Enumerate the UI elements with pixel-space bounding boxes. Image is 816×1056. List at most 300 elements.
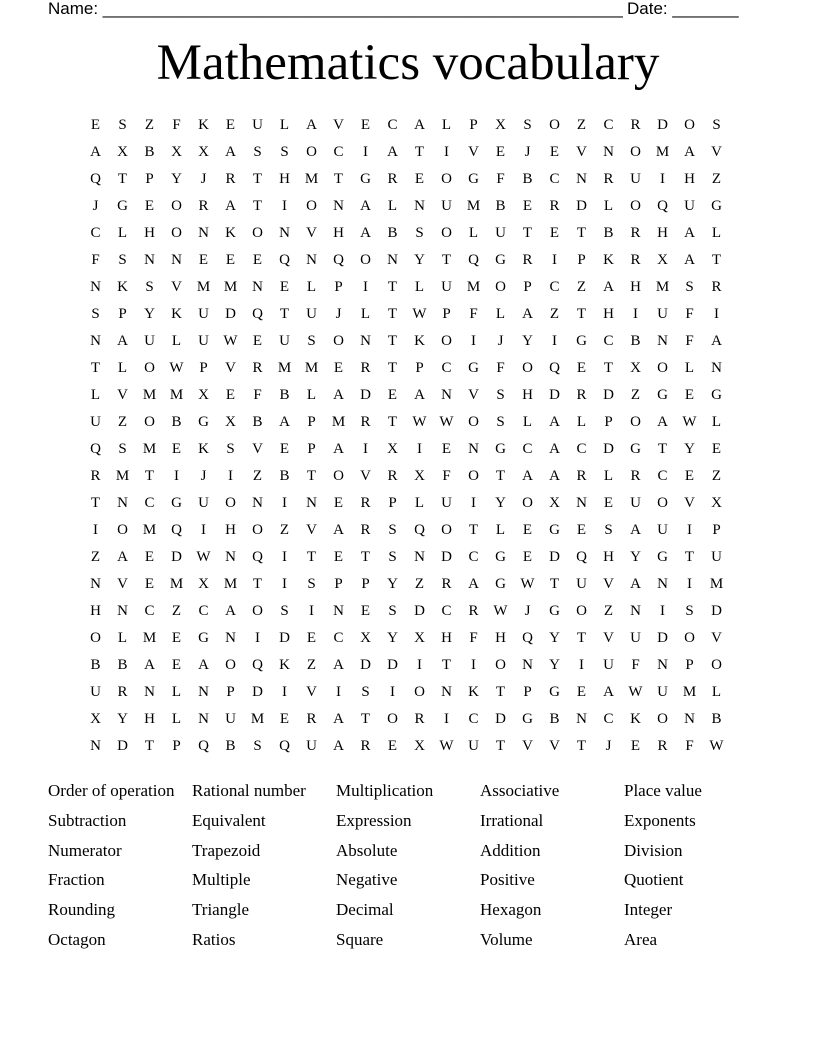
grid-cell[interactable]: C [468,549,479,565]
grid-cell[interactable]: U [468,738,479,754]
grid-cell[interactable]: P [442,306,451,322]
grid-cell[interactable]: I [228,468,233,484]
grid-cell[interactable]: I [687,576,692,592]
grid-cell[interactable]: S [307,576,316,592]
grid-cell[interactable]: T [360,711,371,727]
grid-cell[interactable]: A [549,441,560,457]
grid-cell[interactable]: P [469,117,478,133]
grid-cell[interactable]: D [279,630,290,646]
grid-cell[interactable]: K [630,711,641,727]
grid-cell[interactable]: T [387,414,398,430]
grid-cell[interactable]: R [198,198,209,214]
grid-cell[interactable]: C [90,225,101,241]
grid-cell[interactable]: O [576,603,587,619]
grid-cell[interactable]: N [711,360,722,376]
grid-cell[interactable]: K [198,117,209,133]
grid-cell[interactable]: N [198,225,209,241]
grid-cell[interactable]: G [576,333,587,349]
grid-cell[interactable]: N [90,279,101,295]
grid-cell[interactable]: D [603,441,614,457]
grid-cell[interactable]: M [466,279,481,295]
grid-cell[interactable]: T [90,495,101,511]
grid-cell[interactable]: Q [549,360,560,376]
grid-cell[interactable]: V [603,576,614,592]
grid-cell[interactable]: V [549,738,560,754]
grid-cell[interactable]: U [441,198,452,214]
grid-cell[interactable]: O [711,657,722,673]
grid-cell[interactable]: O [657,711,668,727]
grid-cell[interactable]: E [225,117,236,133]
grid-cell[interactable]: I [282,576,287,592]
grid-cell[interactable]: O [630,144,641,160]
grid-cell[interactable]: O [441,333,452,349]
grid-cell[interactable]: Y [117,711,128,727]
grid-cell[interactable]: T [549,576,560,592]
grid-cell[interactable]: U [657,684,668,700]
grid-cell[interactable]: O [495,279,506,295]
grid-cell[interactable]: D [549,387,560,403]
grid-cell[interactable]: G [711,387,722,403]
grid-cell[interactable]: F [469,630,478,646]
grid-cell[interactable]: E [279,441,290,457]
grid-cell[interactable]: M [250,711,265,727]
grid-cell[interactable]: R [576,387,587,403]
grid-cell[interactable]: B [603,225,614,241]
grid-cell[interactable]: G [198,414,209,430]
grid-cell[interactable]: O [252,522,263,538]
grid-cell[interactable]: I [444,144,449,160]
grid-cell[interactable]: A [603,684,614,700]
grid-cell[interactable]: T [333,171,344,187]
grid-cell[interactable]: T [576,306,587,322]
grid-cell[interactable]: V [711,144,722,160]
grid-cell[interactable]: C [468,711,479,727]
grid-cell[interactable]: R [630,252,641,268]
grid-cell[interactable]: F [442,468,451,484]
grid-cell[interactable]: A [684,225,695,241]
grid-cell[interactable]: I [390,684,395,700]
grid-cell[interactable]: L [117,225,128,241]
grid-cell[interactable]: P [523,684,532,700]
grid-cell[interactable]: K [414,333,425,349]
grid-cell[interactable]: O [522,360,533,376]
grid-cell[interactable]: L [414,495,425,511]
grid-cell[interactable]: N [684,711,695,727]
grid-cell[interactable]: B [279,387,290,403]
grid-cell[interactable]: L [387,198,398,214]
grid-cell[interactable]: G [117,198,128,214]
grid-cell[interactable]: Y [549,657,560,673]
grid-cell[interactable]: P [118,306,127,322]
grid-cell[interactable]: O [495,657,506,673]
grid-cell[interactable]: P [685,657,694,673]
grid-cell[interactable]: D [252,684,263,700]
grid-cell[interactable]: A [522,306,533,322]
grid-cell[interactable]: K [279,657,290,673]
grid-cell[interactable]: A [333,738,344,754]
grid-cell[interactable]: X [117,144,128,160]
grid-cell[interactable]: Q [468,252,479,268]
grid-cell[interactable]: O [252,603,263,619]
grid-cell[interactable]: C [198,603,209,619]
grid-cell[interactable]: T [252,576,263,592]
grid-cell[interactable]: R [252,360,263,376]
grid-cell[interactable]: P [712,522,721,538]
grid-cell[interactable]: H [144,711,155,727]
grid-cell[interactable]: U [90,414,101,430]
grid-cell[interactable]: R [117,684,128,700]
grid-cell[interactable]: X [657,252,668,268]
grid-cell[interactable]: S [253,738,262,754]
grid-cell[interactable]: A [387,144,398,160]
grid-cell[interactable]: B [522,171,533,187]
grid-cell[interactable]: O [333,468,344,484]
grid-cell[interactable]: S [388,522,397,538]
grid-cell[interactable]: D [441,549,452,565]
grid-cell[interactable]: L [468,225,479,241]
grid-cell[interactable]: Z [576,117,587,133]
grid-cell[interactable]: W [682,414,697,430]
grid-cell[interactable]: G [549,684,560,700]
grid-cell[interactable]: S [604,522,613,538]
grid-cell[interactable]: U [495,225,506,241]
grid-cell[interactable]: A [684,144,695,160]
grid-cell[interactable]: Y [495,495,506,511]
grid-cell[interactable]: P [388,495,397,511]
grid-cell[interactable]: I [417,441,422,457]
grid-cell[interactable]: O [171,225,182,241]
grid-cell[interactable]: O [306,198,317,214]
grid-cell[interactable]: N [117,603,128,619]
grid-cell[interactable]: X [630,360,641,376]
grid-cell[interactable]: F [469,306,478,322]
grid-cell[interactable]: F [685,738,694,754]
grid-cell[interactable]: E [576,360,587,376]
grid-cell[interactable]: M [655,144,670,160]
grid-cell[interactable]: E [630,738,641,754]
grid-cell[interactable]: A [711,333,722,349]
grid-cell[interactable]: P [334,279,343,295]
grid-cell[interactable]: T [495,684,506,700]
grid-cell[interactable]: L [684,360,695,376]
grid-cell[interactable]: D [225,306,236,322]
grid-cell[interactable]: M [169,576,184,592]
grid-cell[interactable]: F [685,333,694,349]
grid-cell[interactable]: M [709,576,724,592]
grid-cell[interactable]: J [335,306,342,322]
grid-cell[interactable]: E [144,576,155,592]
grid-cell[interactable]: T [576,225,587,241]
grid-cell[interactable]: V [576,144,587,160]
grid-cell[interactable]: N [252,279,263,295]
grid-cell[interactable]: K [117,279,128,295]
grid-cell[interactable]: P [226,684,235,700]
grid-cell[interactable]: F [685,306,694,322]
grid-cell[interactable]: S [118,117,127,133]
grid-cell[interactable]: K [171,306,182,322]
grid-cell[interactable]: C [144,495,155,511]
grid-cell[interactable]: Z [117,414,128,430]
grid-cell[interactable]: V [306,684,317,700]
grid-cell[interactable]: Z [279,522,290,538]
grid-cell[interactable]: Z [711,171,722,187]
grid-cell[interactable]: U [630,630,641,646]
grid-cell[interactable]: U [198,306,209,322]
grid-cell[interactable]: S [226,441,235,457]
grid-cell[interactable]: W [196,549,211,565]
grid-cell[interactable]: R [630,468,641,484]
grid-cell[interactable]: D [360,387,371,403]
grid-cell[interactable]: R [360,360,371,376]
grid-cell[interactable]: V [117,576,128,592]
grid-cell[interactable]: D [495,711,506,727]
grid-cell[interactable]: I [255,630,260,646]
grid-cell[interactable]: U [657,522,668,538]
grid-cell[interactable]: A [225,603,236,619]
grid-cell[interactable]: P [334,576,343,592]
grid-cell[interactable]: R [630,225,641,241]
grid-cell[interactable]: N [333,198,344,214]
grid-cell[interactable]: O [441,522,452,538]
grid-cell[interactable]: J [524,603,531,619]
grid-cell[interactable]: Z [144,117,155,133]
grid-cell[interactable]: O [522,495,533,511]
grid-cell[interactable]: N [90,738,101,754]
grid-cell[interactable]: A [360,198,371,214]
grid-cell[interactable]: Q [279,738,290,754]
grid-cell[interactable]: A [306,117,317,133]
grid-cell[interactable]: R [387,171,398,187]
grid-cell[interactable]: C [603,117,614,133]
grid-cell[interactable]: U [603,657,614,673]
grid-cell[interactable]: O [657,360,668,376]
grid-cell[interactable]: L [306,387,317,403]
grid-cell[interactable]: B [495,198,506,214]
grid-cell[interactable]: U [306,738,317,754]
grid-cell[interactable]: D [549,549,560,565]
grid-cell[interactable]: X [171,144,182,160]
grid-cell[interactable]: G [360,171,371,187]
grid-cell[interactable]: L [522,414,533,430]
grid-cell[interactable]: N [387,252,398,268]
grid-cell[interactable]: E [252,333,263,349]
grid-cell[interactable]: F [631,657,640,673]
grid-cell[interactable]: Y [549,630,560,646]
grid-cell[interactable]: D [171,549,182,565]
grid-cell[interactable]: M [277,360,292,376]
grid-cell[interactable]: H [603,306,614,322]
grid-cell[interactable]: O [468,468,479,484]
grid-cell[interactable]: M [304,171,319,187]
grid-cell[interactable]: O [117,522,128,538]
grid-cell[interactable]: Z [414,576,425,592]
grid-cell[interactable]: W [412,414,427,430]
grid-cell[interactable]: Q [90,441,101,457]
grid-cell[interactable]: T [495,738,506,754]
grid-cell[interactable]: I [552,333,557,349]
grid-cell[interactable]: I [93,522,98,538]
grid-cell[interactable]: N [198,684,209,700]
grid-cell[interactable]: V [306,522,317,538]
grid-cell[interactable]: O [171,198,182,214]
grid-cell[interactable]: A [144,657,155,673]
grid-cell[interactable]: E [333,360,344,376]
grid-cell[interactable]: V [306,225,317,241]
grid-cell[interactable]: O [414,684,425,700]
grid-cell[interactable]: O [684,117,695,133]
grid-cell[interactable]: M [142,387,157,403]
grid-cell[interactable]: E [279,711,290,727]
grid-cell[interactable]: A [468,576,479,592]
grid-cell[interactable]: C [603,333,614,349]
grid-cell[interactable]: X [360,630,371,646]
grid-cell[interactable]: E [684,468,695,484]
grid-cell[interactable]: T [360,549,371,565]
grid-cell[interactable]: O [252,225,263,241]
grid-cell[interactable]: Z [630,387,641,403]
grid-cell[interactable]: H [495,630,506,646]
grid-cell[interactable]: Y [144,306,155,322]
grid-cell[interactable]: A [657,414,668,430]
grid-cell[interactable]: L [603,198,614,214]
grid-cell[interactable]: L [117,630,128,646]
grid-cell[interactable]: E [252,252,263,268]
grid-cell[interactable]: L [603,468,614,484]
grid-cell[interactable]: E [225,252,236,268]
grid-cell[interactable]: E [306,630,317,646]
grid-cell[interactable]: S [307,333,316,349]
grid-cell[interactable]: Y [387,630,398,646]
grid-cell[interactable]: U [630,495,641,511]
grid-cell[interactable]: V [468,144,479,160]
grid-cell[interactable]: E [333,495,344,511]
grid-cell[interactable]: G [522,711,533,727]
grid-cell[interactable]: D [711,603,722,619]
grid-cell[interactable]: N [630,603,641,619]
name-field-label[interactable]: Name: _______________________________________________________ [48,0,623,18]
grid-cell[interactable]: W [169,360,184,376]
grid-cell[interactable]: T [495,468,506,484]
grid-cell[interactable]: P [415,360,424,376]
grid-cell[interactable]: E [90,117,101,133]
grid-cell[interactable]: I [687,522,692,538]
grid-cell[interactable]: I [417,657,422,673]
grid-cell[interactable]: N [171,252,182,268]
grid-cell[interactable]: C [603,711,614,727]
grid-cell[interactable]: X [90,711,101,727]
grid-cell[interactable]: Y [684,441,695,457]
grid-cell[interactable]: H [90,603,101,619]
grid-cell[interactable]: M [142,522,157,538]
grid-cell[interactable]: C [522,441,533,457]
grid-cell[interactable]: U [684,198,695,214]
grid-cell[interactable]: M [196,279,211,295]
grid-cell[interactable]: T [441,252,452,268]
grid-cell[interactable]: O [684,630,695,646]
grid-cell[interactable]: S [496,387,505,403]
grid-cell[interactable]: A [549,414,560,430]
grid-cell[interactable]: I [660,603,665,619]
grid-cell[interactable]: R [90,468,101,484]
grid-cell[interactable]: D [360,657,371,673]
grid-cell[interactable]: V [522,738,533,754]
grid-cell[interactable]: L [306,279,317,295]
grid-cell[interactable]: E [387,387,398,403]
grid-cell[interactable]: B [252,414,263,430]
grid-cell[interactable]: S [523,117,532,133]
grid-cell[interactable]: I [282,684,287,700]
grid-cell[interactable]: S [388,603,397,619]
grid-cell[interactable]: N [441,684,452,700]
grid-cell[interactable]: T [306,468,317,484]
grid-cell[interactable]: E [225,387,236,403]
grid-cell[interactable]: N [90,576,101,592]
grid-cell[interactable]: E [495,144,506,160]
grid-cell[interactable]: R [603,171,614,187]
grid-cell[interactable]: X [198,387,209,403]
grid-cell[interactable]: Y [630,549,641,565]
grid-cell[interactable]: H [657,225,668,241]
grid-cell[interactable]: N [657,333,668,349]
grid-cell[interactable]: L [279,117,290,133]
grid-cell[interactable]: C [333,144,344,160]
grid-cell[interactable]: U [144,333,155,349]
grid-cell[interactable]: L [495,522,506,538]
grid-cell[interactable]: H [630,279,641,295]
grid-cell[interactable]: L [171,333,182,349]
grid-cell[interactable]: T [441,657,452,673]
grid-cell[interactable]: H [225,522,236,538]
grid-cell[interactable]: V [117,387,128,403]
grid-cell[interactable]: S [91,306,100,322]
grid-cell[interactable]: A [90,144,101,160]
grid-cell[interactable]: Q [657,198,668,214]
grid-cell[interactable]: N [144,684,155,700]
grid-cell[interactable]: A [414,117,425,133]
grid-cell[interactable]: R [711,279,722,295]
grid-cell[interactable]: M [304,360,319,376]
grid-cell[interactable]: R [576,468,587,484]
grid-cell[interactable]: B [711,711,722,727]
grid-cell[interactable]: M [115,468,130,484]
grid-cell[interactable]: E [279,279,290,295]
grid-cell[interactable]: B [171,414,182,430]
grid-cell[interactable]: E [522,549,533,565]
grid-cell[interactable]: Q [279,252,290,268]
grid-cell[interactable]: N [90,333,101,349]
grid-cell[interactable]: S [280,603,289,619]
grid-cell[interactable]: R [549,198,560,214]
grid-cell[interactable]: F [172,117,181,133]
grid-cell[interactable]: L [711,414,722,430]
grid-cell[interactable]: T [711,252,722,268]
grid-cell[interactable]: W [439,414,454,430]
grid-cell[interactable]: I [363,144,368,160]
grid-cell[interactable]: X [225,414,236,430]
grid-cell[interactable]: D [414,603,425,619]
grid-cell[interactable]: T [252,171,263,187]
grid-cell[interactable]: J [200,171,207,187]
grid-cell[interactable]: T [387,306,398,322]
grid-cell[interactable]: S [712,117,721,133]
grid-cell[interactable]: S [145,279,154,295]
grid-cell[interactable]: Z [252,468,263,484]
grid-cell[interactable]: Q [171,522,182,538]
grid-cell[interactable]: E [171,657,182,673]
grid-cell[interactable]: U [576,576,587,592]
grid-cell[interactable]: O [657,495,668,511]
grid-cell[interactable]: I [363,441,368,457]
